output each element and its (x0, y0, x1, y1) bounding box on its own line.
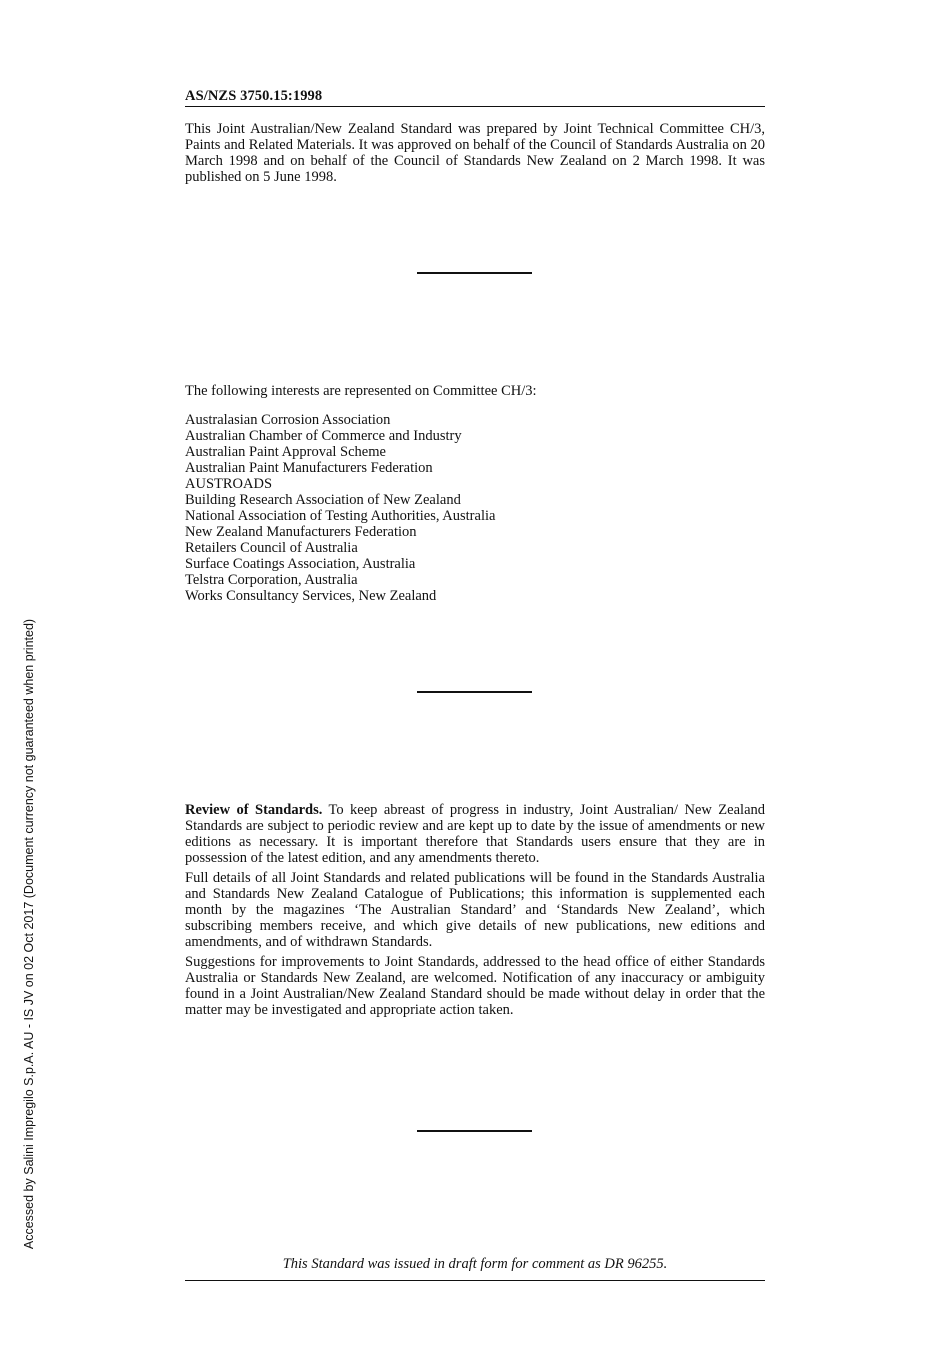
committee-member: Australasian Corrosion Association (185, 412, 391, 428)
committee-member: Australian Chamber of Commerce and Industry (185, 428, 462, 444)
access-watermark: Accessed by Salini Impregilo S.p.A. AU - IS JV on 02 Oct 2017 (Document currency not guaranteed when printed) (22, 618, 36, 1250)
committee-intro: The following interests are represented on Committee CH/3: (185, 383, 537, 399)
section-separator (417, 272, 532, 274)
committee-member: Works Consultancy Services, New Zealand (185, 588, 437, 604)
review-paragraph: Full details of all Joint Standards and related publications will be found in the Standards Australia and Standards New Zealand Catalogue of Publications; this information is supplemented each month by the magazines ‘The Australian Standard’ and ‘Standards New Zealand’, which subscribing members receive, and which give details of new publications, new editions and amendments, and of withdrawn Standards. (185, 870, 765, 950)
review-paragraph-text: To keep abreast of progress in industry, Joint Australian/ New Zealand Standards are subject to periodic review and are kept up to date by the issue of amendments or new editions as necessary. It is important therefore that Standards users ensure that they are in possession of the latest edition, and any amendments thereto. (185, 802, 766, 866)
review-paragraph (185, 802, 765, 866)
committee-member: Retailers Council of Australia (185, 540, 358, 556)
review-paragraph: Suggestions for improvements to Joint Standards, addressed to the head office of either Standards Australia or Standards New Zealand, are welcomed. Notification of any inaccuracy or ambiguity found in a Joint Australian/New Zealand Standard should be made without delay in order that the matter may be investigated and appropriate action taken. (185, 954, 765, 1018)
committee-member: Australian Paint Manufacturers Federation (185, 460, 433, 476)
section-separator (417, 691, 532, 693)
committee-member: New Zealand Manufacturers Federation (185, 524, 417, 540)
committee-member: Telstra Corporation, Australia (185, 572, 358, 588)
document-id: AS/NZS 3750.15:1998 (185, 88, 323, 104)
committee-member: Building Research Association of New Zealand (185, 492, 461, 508)
review-heading: Review of Standards. (185, 802, 323, 818)
header-rule (185, 106, 765, 107)
committee-member: Surface Coatings Association, Australia (185, 556, 416, 572)
section-separator (417, 1130, 532, 1132)
draft-note: This Standard was issued in draft form for comment as DR 96255. (282, 1256, 668, 1272)
committee-member: Australian Paint Approval Scheme (185, 444, 386, 460)
committee-member-list (185, 412, 495, 604)
committee-member: National Association of Testing Authorities, Australia (185, 508, 496, 524)
review-of-standards-section (185, 802, 765, 1022)
committee-member: AUSTROADS (185, 476, 273, 492)
preparation-statement: This Joint Australian/New Zealand Standard was prepared by Joint Technical Committee CH/3, Paints and Related Materials. It was approved on behalf of the Council of Standards Australia on 20 March 1998 and on behalf of the Council of Standards New Zealand on 2 March 1998. It was published on 5 June 1998. (185, 121, 765, 185)
footer-rule (185, 1280, 765, 1281)
